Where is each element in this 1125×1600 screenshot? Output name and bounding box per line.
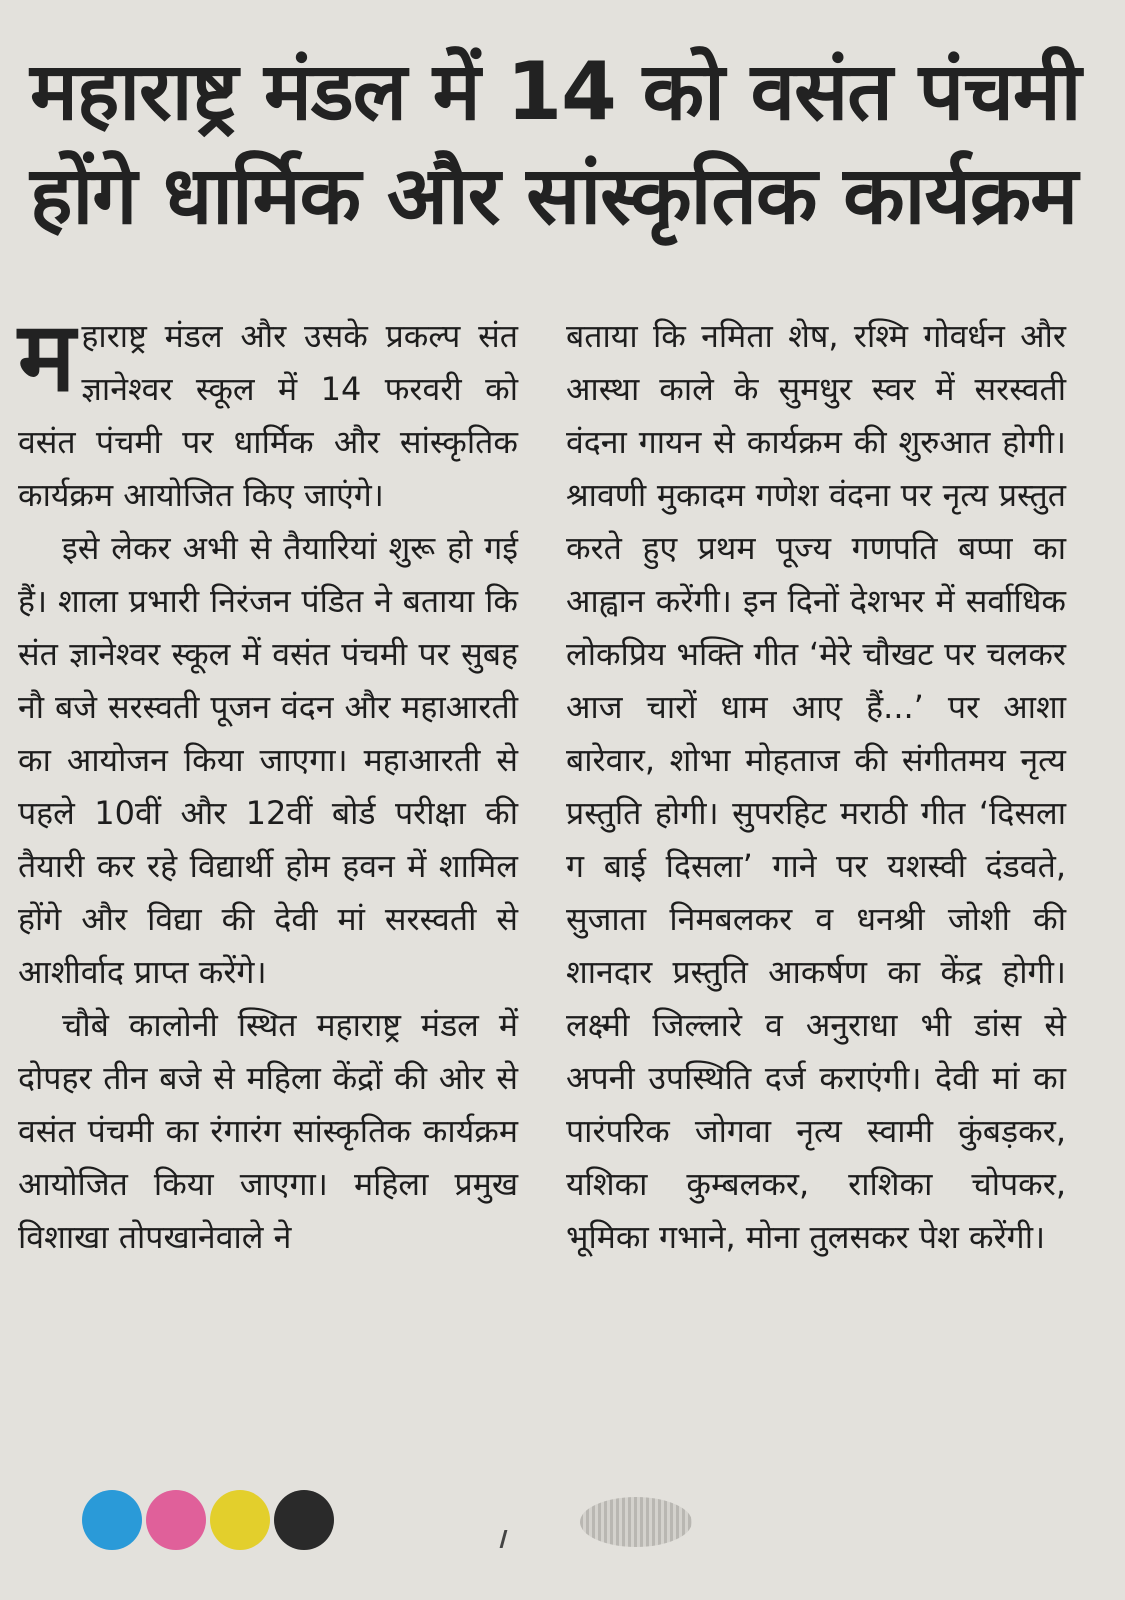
black-dot-icon xyxy=(274,1490,334,1550)
yellow-dot-icon xyxy=(210,1490,270,1550)
drop-cap: म xyxy=(18,301,76,413)
paragraph-school-program: इसे लेकर अभी से तैयारियां शुरू हो गई हैं। शाला प्रभारी निरंजन पंडित ने बताया कि संत ज्ञानेश्वर स्कूल में वसंत पंचमी पर सुबह नौ बजे सरस्वती पूजन वंदन और महाआरती का आयोजन किया जाएगा। महाआरती से पहले 10वीं और 12वीं बोर्ड परीक्षा की तैयारी कर रहे विद्यार्थी होम हवन में शामिल होंगे और विद्या की देवी मां सरस्वती से आशीर्वाद प्राप्त करेंगे। xyxy=(18,529,518,991)
paragraph-performances: बताया कि नमिता शेष, रश्मि गोवर्धन और आस्था काले के सुमधुर स्वर में सरस्वती वंदना गायन से कार्यक्रम की शुरुआत होगी। श्रावणी मुकादम गणेश वंदना पर नृत्य प्रस्तुत करते हुए प्रथम पूज्य गणपति बप्पा का आह्वान करेंगी। इन दिनों देशभर में सर्वाधिक लोकप्रिय भक्ति गीत ‘मेरे चौखट पर चलकर आज चारों धाम आए हैं...’ पर आशा बारेवार, शोभा मोहताज की संगीतमय नृत्य प्रस्तुति होगी। सुपरहिट मराठी गीत ‘दिसला ग बाई दिसला’ गाने पर यशस्वी दंडवते, सुजाता निमबलकर व धनश्री जोशी की शानदार प्रस्तुति आकर्षण का केंद्र होगी। लक्ष्मी जिल्लारे व अनुराधा भी डांस से अपनी उपस्थिति दर्ज कराएंगी। देवी मां का पारंपरिक जोगवा नृत्य स्वामी कुंबड़कर, यशिका कुम्बलकर, राशिका चोपकर, भूमिका गभाने, मोना तुलसकर पेश करेंगी। xyxy=(566,317,1066,1256)
headline-line-1: महाराष्ट्र मंडल में 14 को वसंत पंचमी xyxy=(30,45,1081,138)
paragraph-intro-text: हाराष्ट्र मंडल और उसके प्रकल्प संत ज्ञानेश्वर स्कूल में 14 फरवरी को वसंत पंचमी पर धार्मिक और सांस्कृतिक कार्यक्रम आयोजित किए जाएंगे। xyxy=(18,317,518,514)
headline xyxy=(30,40,1100,248)
paragraph-mandal-program: चौबे कालोनी स्थित महाराष्ट्र मंडल में दोपहर तीन बजे से महिला केंद्रों की ओर से वसंत पंचमी का रंगारंग सांस्कृतिक कार्यक्रम आयोजित किया जाएगा। महिला प्रमुख विशाखा तोपखानेवाले ने xyxy=(18,1006,518,1256)
print-mark-icon xyxy=(486,1530,508,1548)
paragraph-intro xyxy=(18,301,518,522)
cyan-dot-icon xyxy=(82,1490,142,1550)
magenta-dot-icon xyxy=(146,1490,206,1550)
column-right xyxy=(566,310,1066,1264)
color-registration-marks xyxy=(82,1490,334,1550)
halftone-patch-icon xyxy=(580,1497,692,1547)
article-columns xyxy=(18,301,1098,1264)
headline-line-2: होंगे धार्मिक और सांस्कृतिक कार्यक्रम xyxy=(30,149,1078,242)
column-left xyxy=(18,301,518,1264)
